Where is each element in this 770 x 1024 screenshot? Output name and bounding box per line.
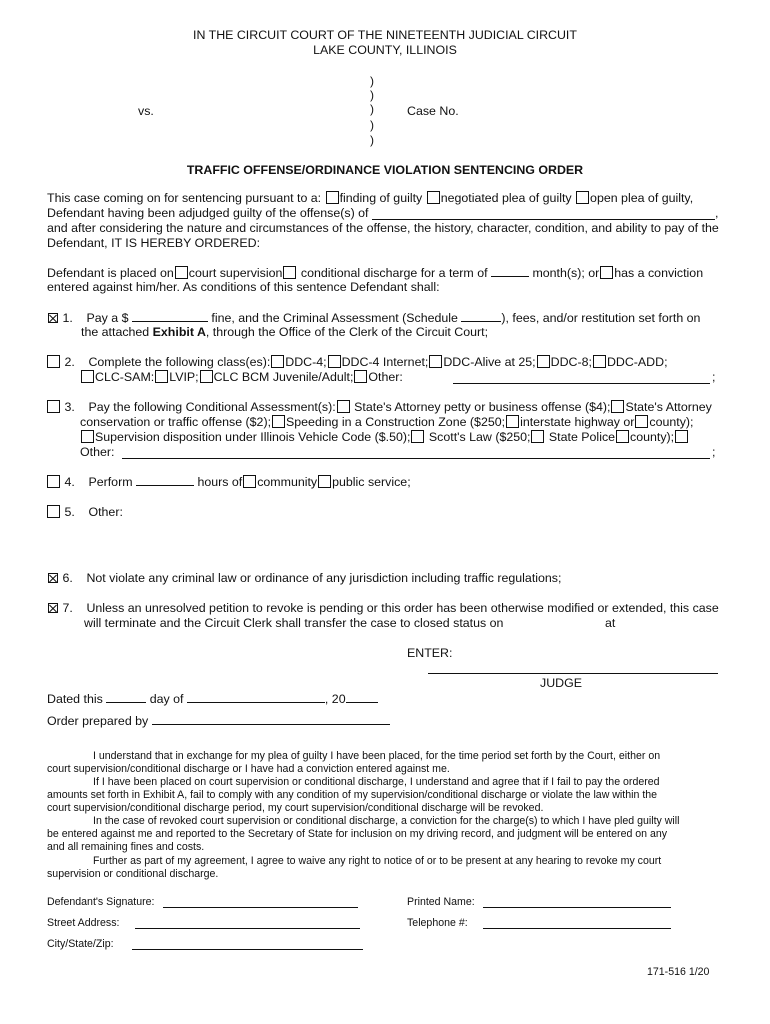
prepared-line	[47, 713, 390, 729]
conditional-discharge-label: conditional discharge for a term of	[300, 266, 488, 280]
item-7-line-1	[47, 601, 719, 616]
item-number: 2.	[64, 355, 75, 369]
item-5-line	[46, 505, 123, 520]
item-4-text: Perform	[88, 475, 133, 489]
dated-line	[47, 691, 378, 707]
lvip-label: LVIP;	[169, 370, 199, 384]
item-1-line-1	[47, 310, 700, 326]
month-field[interactable]	[187, 691, 325, 703]
conviction-checkbox[interactable]	[600, 266, 613, 279]
item-7-checkbox-checked[interactable]	[48, 603, 58, 613]
printed-name-label: Printed Name:	[407, 896, 475, 908]
agreement-p2-line-3: court supervision/conditional discharge period, my court supervision/conditional discharge will be revoked.	[47, 802, 544, 814]
public-service-checkbox[interactable]	[318, 475, 331, 488]
placement-line-1	[47, 265, 703, 281]
item-2-text: Complete the following class(es):	[88, 355, 271, 369]
speeding-checkbox[interactable]	[272, 415, 285, 428]
item-3-line-2	[80, 415, 693, 430]
lvip-checkbox[interactable]	[155, 370, 168, 383]
agreement-p2-line-2: amounts set forth in Exhibit A, fail to comply with any condition of my supervision/conditional discharge or violate the law within the	[47, 789, 658, 801]
supervision-disposition-checkbox[interactable]	[81, 430, 94, 443]
court-heading: IN THE CIRCUIT COURT OF THE NINETEENTH JUDICIAL CIRCUIT	[193, 28, 577, 42]
agreement-p3-line-3: and all remaining fines and costs.	[47, 841, 205, 853]
public-service-label: public service;	[332, 475, 411, 489]
negotiated-plea-checkbox[interactable]	[427, 191, 440, 204]
county-heading: LAKE COUNTY, ILLINOIS	[313, 43, 457, 57]
interstate-checkbox[interactable]	[506, 415, 519, 428]
assessment-other-label: Other:	[80, 445, 115, 459]
year-label: , 20	[324, 692, 346, 706]
street-address-label: Street Address:	[47, 917, 120, 929]
item-1-text: Pay a $	[86, 311, 129, 325]
conditional-discharge-checkbox[interactable]	[283, 266, 296, 279]
state-police-checkbox[interactable]	[531, 430, 544, 443]
clc-bcm-label: CLC BCM Juvenile/Adult;	[213, 370, 354, 384]
item-6-checkbox-checked[interactable]	[48, 573, 58, 583]
speeding-label: Speeding in a Construction Zone ($250;	[286, 415, 506, 429]
item-7-text: Unless an unresolved petition to revoke is pending or this order has been otherwise modified or extended, this case	[86, 601, 719, 615]
item-1-checkbox-checked[interactable]	[48, 313, 58, 323]
ddc8-label: DDC-8;	[550, 355, 592, 369]
form-number: 171-516 1/20	[647, 966, 710, 978]
finding-of-guilty-checkbox[interactable]	[326, 191, 339, 204]
service-hours-field[interactable]	[136, 474, 194, 486]
sa-petty-checkbox[interactable]	[337, 400, 350, 413]
item-number: 1.	[62, 311, 73, 325]
item-4-line	[46, 474, 411, 490]
item-3-text: Pay the following Conditional Assessment(s):	[88, 400, 336, 414]
item-7-line-2: will terminate and the Circuit Clerk shall transfer the case to closed status on	[84, 616, 504, 630]
scotts-law-checkbox[interactable]	[411, 430, 424, 443]
item-number: 5.	[64, 505, 75, 519]
prepared-by-label: Order prepared by	[47, 714, 149, 728]
schedule-field[interactable]	[461, 310, 501, 322]
item-2-line-2	[80, 370, 403, 385]
finding-of-guilty-label: finding of guilty	[339, 191, 423, 205]
item-3-line-3	[80, 430, 689, 445]
open-plea-label: open plea of guilty,	[590, 191, 694, 205]
item-1-text: the attached	[81, 325, 150, 339]
year-field[interactable]	[346, 691, 378, 703]
intro-line-1	[47, 191, 693, 206]
item-3-text: conservation or traffic offense ($2);	[80, 415, 272, 429]
prepared-by-field[interactable]	[152, 713, 390, 725]
item-3-line-1	[46, 400, 712, 415]
day-field[interactable]	[106, 691, 146, 703]
court-supervision-checkbox[interactable]	[175, 266, 188, 279]
ddc4-internet-label: DDC-4 Internet;	[341, 355, 429, 369]
intro-line-4: Defendant, IT IS HEREBY ORDERED:	[47, 236, 261, 250]
fine-amount-field[interactable]	[132, 310, 208, 322]
city-state-zip-field[interactable]	[132, 949, 363, 950]
agreement-p4-line-1: Further as part of my agreement, I agree to waive any right to notice of or to be present at any hearing to revoke my court	[93, 855, 662, 867]
item-6-text: Not violate any criminal law or ordinance of any jurisdiction including traffic regulations;	[86, 571, 562, 585]
item-number: 6.	[62, 571, 73, 585]
dated-label: Dated this	[47, 692, 103, 706]
county2-label: county);	[630, 430, 675, 444]
assessment-other-field[interactable]	[122, 458, 710, 459]
item-4-checkbox[interactable]	[47, 475, 60, 488]
open-plea-checkbox[interactable]	[576, 191, 589, 204]
ddc4-checkbox[interactable]	[271, 355, 284, 368]
defendant-signature-field[interactable]	[163, 907, 358, 908]
versus-label: vs.	[138, 104, 154, 118]
item-number: 4.	[64, 475, 75, 489]
agreement-p2-line-1: If I have been placed on court supervision or conditional discharge, I understand and agree that if I fail to pay the ordered	[93, 776, 660, 788]
semicolon: ;	[712, 370, 716, 384]
ddc-alive-checkbox[interactable]	[429, 355, 442, 368]
supervision-disposition-label: Supervision disposition under Illinois Vehicle Code ($.50);	[95, 430, 411, 444]
state-police-label: State Police	[548, 430, 616, 444]
ddc8-checkbox[interactable]	[537, 355, 550, 368]
item-1-line-2	[81, 325, 488, 340]
item-2-checkbox[interactable]	[47, 355, 60, 368]
agreement-p3-line-2: be entered against me and reported to the Secretary of State for inclusion on my driving record, and judgment will be entered on any	[47, 828, 668, 840]
ddc-add-checkbox[interactable]	[593, 355, 606, 368]
term-months-field[interactable]	[491, 265, 529, 277]
telephone-label: Telephone #:	[407, 917, 468, 929]
judge-label: JUDGE	[540, 676, 582, 690]
court-supervision-label: court supervision	[188, 266, 283, 280]
item-5-checkbox[interactable]	[47, 505, 60, 518]
judge-signature-line[interactable]	[428, 673, 718, 674]
class-other-field[interactable]	[453, 383, 710, 384]
item-number: 7.	[62, 601, 73, 615]
city-state-zip-label: City/State/Zip:	[47, 938, 114, 950]
caption-paren: )	[370, 88, 374, 102]
caption-paren: )	[370, 118, 374, 132]
county-label: county);	[649, 415, 694, 429]
class-other-checkbox[interactable]	[354, 370, 367, 383]
caption-paren: )	[370, 102, 374, 116]
item-1-text: fine, and the Criminal Assessment (Schedule	[211, 311, 458, 325]
offense-field[interactable]	[372, 219, 715, 220]
months-label: month(s); or	[532, 266, 600, 280]
community-checkbox[interactable]	[243, 475, 256, 488]
agreement-p1-line-2: court supervision/conditional discharge or I have had a conviction entered against me.	[47, 763, 450, 775]
county3-checkbox[interactable]	[675, 430, 688, 443]
item-4-text: hours of	[197, 475, 243, 489]
street-address-field[interactable]	[135, 928, 360, 929]
item-7-at-label: at	[605, 616, 616, 630]
agreement-p4-line-2: supervision or conditional discharge.	[47, 868, 219, 880]
clc-sam-label: CLC-SAM:	[95, 370, 155, 384]
intro-line-2: Defendant having been adjudged guilty of the offense(s) of	[47, 206, 369, 220]
ddc-add-label: DDC-ADD;	[606, 355, 668, 369]
case-number-label: Case No.	[407, 104, 459, 118]
clc-bcm-checkbox[interactable]	[200, 370, 213, 383]
defendant-signature-label: Defendant's Signature:	[47, 896, 155, 908]
class-other-label: Other:	[368, 370, 403, 384]
enter-label: ENTER:	[407, 646, 453, 660]
placement-line-2: entered against him/her. As conditions of this sentence Defendant shall:	[47, 280, 440, 294]
semicolon: ;	[712, 445, 716, 459]
item-1-text: , through the Office of the Clerk of the Circuit Court;	[205, 325, 489, 339]
day-of-label: day of	[149, 692, 184, 706]
ddc4-internet-checkbox[interactable]	[328, 355, 341, 368]
item-2-line-1	[46, 355, 668, 370]
printed-name-field[interactable]	[483, 907, 671, 908]
caption-paren: )	[370, 133, 374, 147]
agreement-p1-line-1: I understand that in exchange for my plea of guilty I have been placed, for the time period set forth by the Court, either on	[93, 750, 661, 762]
conviction-label: has a conviction	[614, 266, 704, 280]
interstate-label: interstate highway or	[520, 415, 635, 429]
order-title: TRAFFIC OFFENSE/ORDINANCE VIOLATION SENTENCING ORDER	[186, 163, 584, 177]
sa-petty-label: State's Attorney petty or business offense ($4);	[354, 400, 611, 414]
intro-line-3: and after considering the nature and circumstances of the offense, the history, character, condition, and ability to pay of the	[47, 221, 719, 235]
sa-attorney-label: State's Attorney	[625, 400, 712, 414]
item-6-line	[47, 571, 561, 586]
intro-text: This case coming on for sentencing pursuant to a:	[47, 191, 322, 205]
community-label: community	[257, 475, 318, 489]
placement-text: Defendant is placed on	[47, 266, 174, 280]
county-checkbox[interactable]	[635, 415, 648, 428]
negotiated-plea-label: negotiated plea of guilty	[440, 191, 572, 205]
exhibit-a-label: Exhibit A	[152, 325, 206, 339]
caption-paren: )	[370, 74, 374, 88]
offense-comma: ,	[715, 206, 719, 220]
item-5-text: Other:	[88, 505, 123, 519]
agreement-p3-line-1: In the case of revoked court supervision or conditional discharge, a conviction for the charge(s) to which I have pled guilty will	[93, 815, 680, 827]
item-3-checkbox[interactable]	[47, 400, 60, 413]
ddc4-label: DDC-4;	[285, 355, 327, 369]
county2-checkbox[interactable]	[616, 430, 629, 443]
item-1-text: ), fees, and/or restitution set forth on	[501, 311, 701, 325]
ddc-alive-label: DDC-Alive at 25;	[443, 355, 536, 369]
item-number: 3.	[64, 400, 75, 414]
telephone-field[interactable]	[483, 928, 671, 929]
sa-attorney-checkbox[interactable]	[611, 400, 624, 413]
scotts-law-label: Scott's Law ($250;	[428, 430, 531, 444]
clc-sam-checkbox[interactable]	[81, 370, 94, 383]
